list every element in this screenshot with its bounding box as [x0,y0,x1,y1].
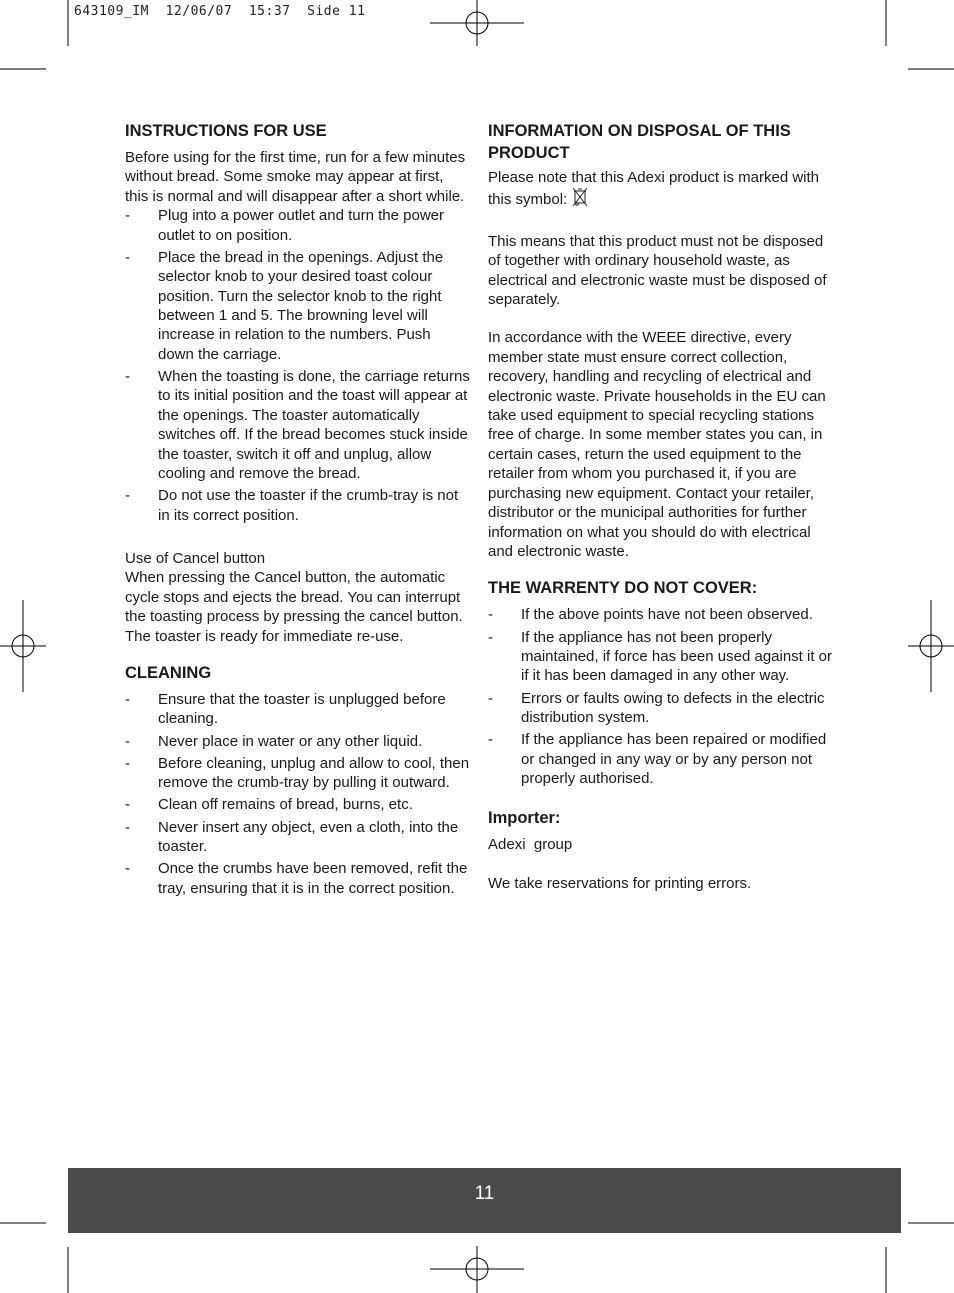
disposal-paragraph: This means that this product must not be disposed of together with ordinary household waste, as electrical and electronic waste must be disposed of separately. [488,232,827,309]
instructions-heading: INSTRUCTIONS FOR USE [125,122,327,140]
instructions-intro: Before using for the first time, run for a few minutes without bread. Some smoke may appear at first, this is normal and will disappear after a short while. [125,149,466,205]
printing-errors-note: We take reservations for printing errors. [488,874,752,892]
warranty-list [488,605,833,788]
list-item: - When the toasting is done, the carriage returns to its initial position and the toast will appear at the openings. The toaster automatically switches off. If the bread becomes stuck inside the toaster, switch it off and unplug, allow cooling and remove the bread. [125,368,470,483]
print-slug: 643109_IM 12/06/07 15:37 Side 11 [74,4,366,19]
importer-heading: Importer: [488,809,561,828]
instructions-list [125,206,470,525]
left-column [125,120,470,901]
list-item: - Plug into a power outlet and turn the power outlet to on position. [125,207,445,244]
weee-paragraph: In accordance with the WEEE directive, every member state must ensure correct collection, recovery, handling and recycling of electrical and electronic waste. Private households in the EU can take used equipment to special recycling stations free of charge. In some member states you can, in certain cases, return the used equipment to the retailer from whom you purchased it, if you are purchasing new equipment. Contact your retailer, distributor or the municipal authorities for further information on what you should do with electrical and electronic waste. [488,329,826,560]
list-item: - Ensure that the toaster is unplugged before cleaning. [125,690,446,728]
list-item: - If the appliance has been repaired or modified or changed in any way or by any person not properly authorised. [488,731,827,787]
page-number: 11 [474,1183,495,1204]
list-item: - Once the crumbs have been removed, refit the tray, ensuring that it is in the correct position. [125,860,468,897]
cancel-text: When pressing the Cancel button, the automatic cycle stops and ejects the bread. You can interrupt the toasting process by pressing the cancel button. The toaster is ready for immediate re-use. [125,569,463,645]
list-item: - Clean off remains of bread, burns, etc. [125,796,413,814]
cancel-subheading: Use of Cancel button [125,549,266,567]
list-item: - Do not use the toaster if the crumb-tray is not in its correct position. [125,487,459,524]
crossed-out-wheelie-bin-icon [571,187,589,212]
list-item: - Before cleaning, unplug and allow to cool, then remove the crumb-tray by pulling it outward. [125,754,470,792]
list-item: - Never place in water or any other liquid. [125,732,423,750]
list-item: - Never insert any object, even a cloth, into the toaster. [125,818,459,855]
disposal-intro: Please note that this Adexi product is marked with this symbol: [488,168,833,213]
cleaning-list [125,690,470,898]
warranty-heading: THE WARRENTY DO NOT COVER: [488,579,758,598]
list-item: - Errors or faults owing to defects in the electric distribution system. [488,689,825,726]
cleaning-heading: CLEANING [125,663,212,682]
right-column [488,120,833,893]
list-item: - If the above points have not been observed. [488,606,813,624]
footer-bar [68,1168,901,1233]
list-item: - If the appliance has not been properly maintained, if force has been used against it or if it has been damaged in any other way. [488,628,833,685]
list-item: - Place the bread in the openings. Adjust the selector knob to your desired toast colour position. Turn the selector knob to the right between 1 and 5. The browning level will increase in relation to the numbers. Push down the carriage. [125,248,444,363]
importer-name: Adexi group [488,836,573,854]
disposal-heading: INFORMATION ON DISPOSAL OF THIS PRODUCT [488,122,791,162]
